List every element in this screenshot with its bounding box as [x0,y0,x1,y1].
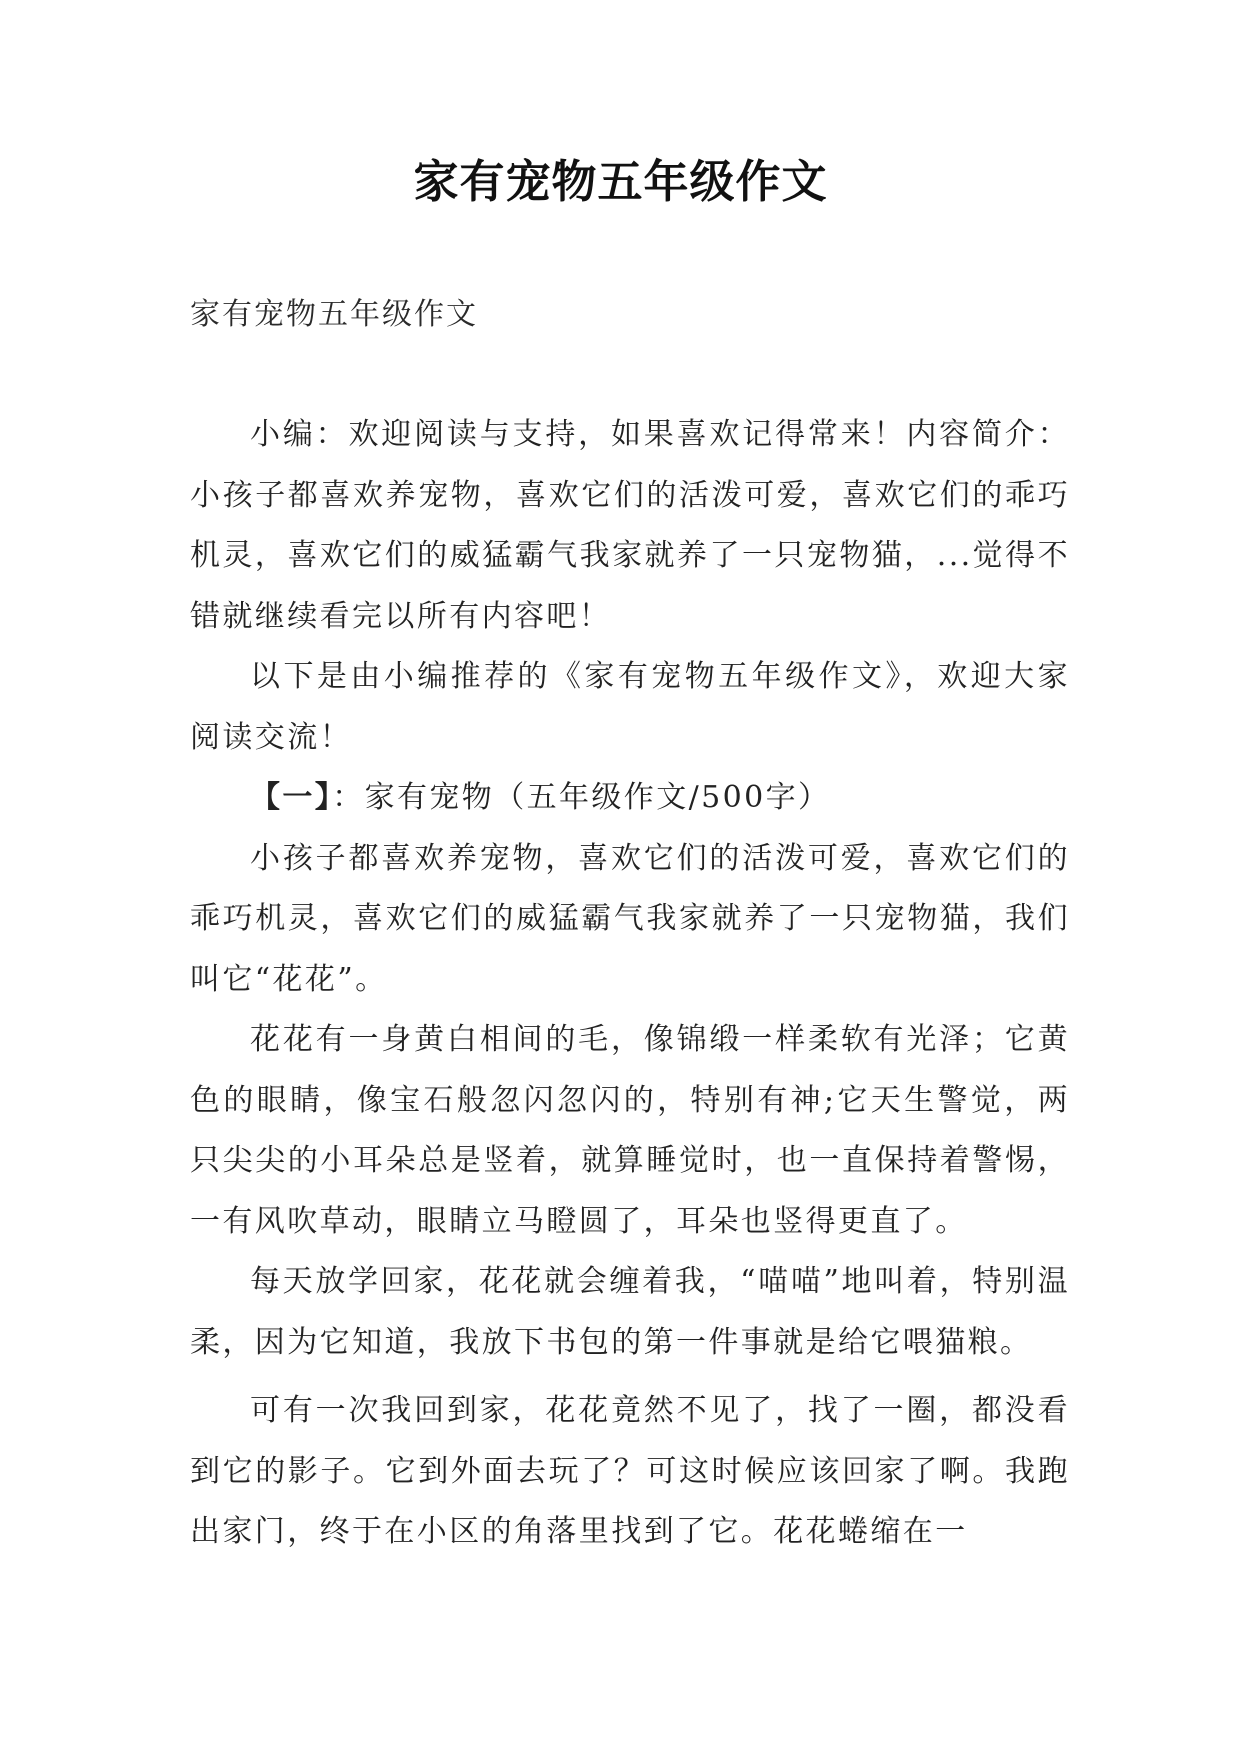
body-paragraph: 小孩子都喜欢养宠物，喜欢它们的活泼可爱，喜欢它们的乖巧机灵，喜欢它们的威猛霸气我家就养了一只宠物猫，我们叫它“花花”。 [190,840,1070,997]
body-paragraph: 花花有一身黄白相间的毛，像锦缎一样柔软有光泽；它黄色的眼睛，像宝石般忽闪忽闪的，特别有神;它天生警觉，两只尖尖的小耳朵总是竖着，就算睡觉时，也一直保持着警惕，一有风吹草动，眼睛立马瞪圆了，耳朵也竖得更直了。 [190,1022,1070,1239]
document-title: 家有宠物五年级作文 [413,155,828,208]
body-paragraph: 每天放学回家，花花就会缠着我，“喵喵”地叫着，特别温柔，因为它知道，我放下书包的第一件事就是给它喂猫粮。 [190,1264,1070,1360]
section-title: ：家有宠物（五年级作文/500字） [332,780,831,815]
recommend-paragraph: 以下是由小编推荐的《家有宠物五年级作文》，欢迎大家阅读交流！ [190,659,1070,755]
section-heading [190,768,1070,829]
intro-paragraph: 小编：欢迎阅读与支持，如果喜欢记得常来！内容简介：小孩子都喜欢养宠物，喜欢它们的活泼可爱，喜欢它们的乖巧机灵，喜欢它们的威猛霸气我家就养了一只宠物猫，...觉得不错就继续看完以所有内容吧！ [190,417,1070,634]
document-body [190,405,1070,1563]
body-paragraph: 可有一次我回到家，花花竟然不见了，找了一圈，都没看到它的影子。它到外面去玩了？可这时候应该回家了啊。我跑出家门，终于在小区的角落里找到了它。花花蜷缩在一 [190,1393,1070,1549]
section-number: 【一】 [250,780,333,815]
document-subtitle: 家有宠物五年级作文 [190,297,478,332]
